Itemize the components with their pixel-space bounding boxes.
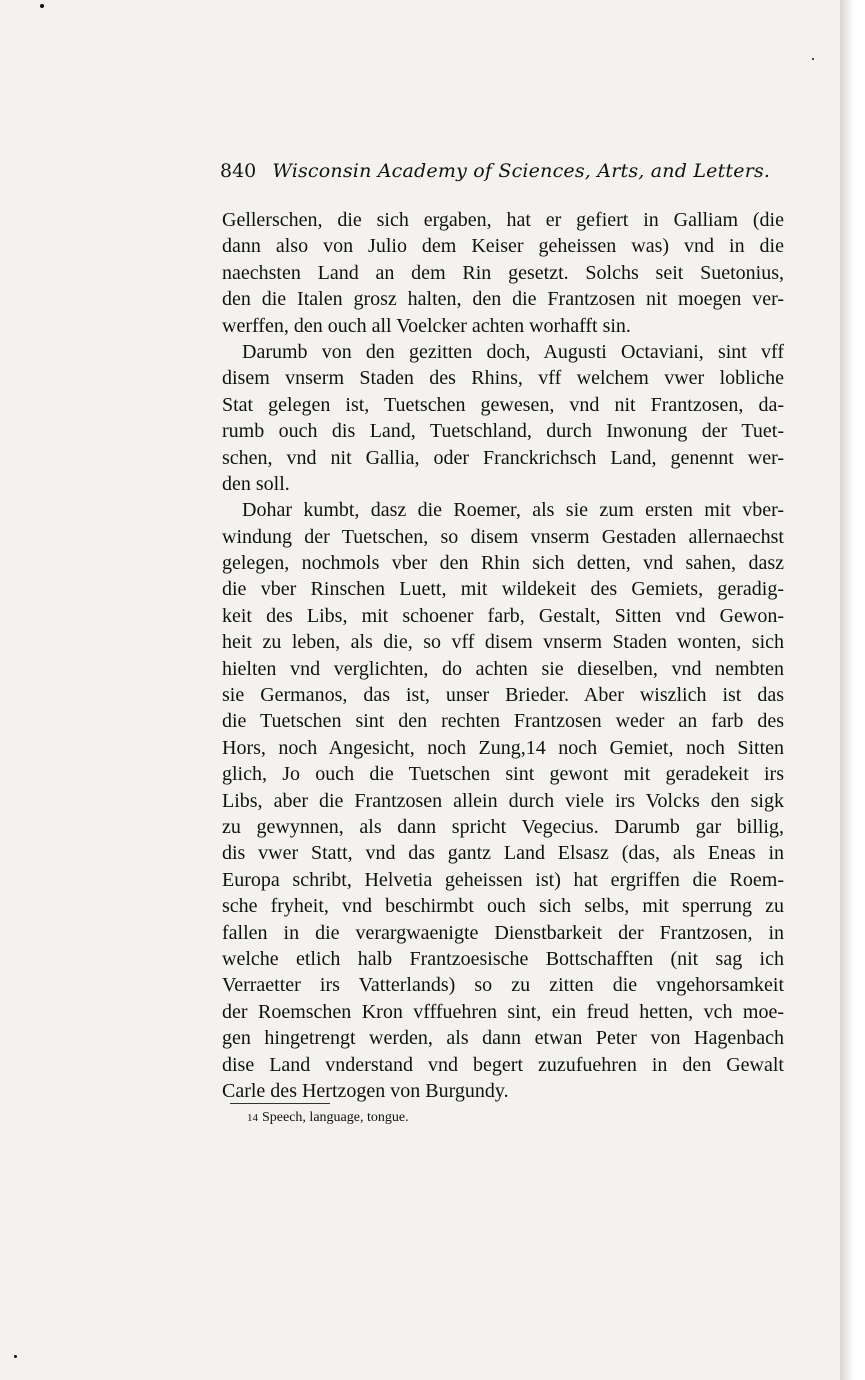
text-line: Stat gelegen ist, Tuetschen gewesen, vnd nit Frantzosen, da- [222,393,784,416]
text-line: dis vwer Statt, vnd das gantz Land Elsasz (das, als Eneas in [222,842,784,865]
text-line: fallen in die verargwaenigte Dienstbarkeit der Frantzosen, in [222,921,784,944]
text-line: naechsten Land an dem Rin gesetzt. Solchs seit Suetonius, [222,261,784,284]
text-line: schen, vnd nit Gallia, oder Franckrichsch Land, genennt wer- [222,446,784,469]
text-line: Europa schribt, Helvetia geheissen ist) hat ergriffen die Roem- [222,868,784,891]
text-line: Carle des Hertzogen von Burgundy. [222,1079,509,1102]
text-line: Gellerschen, die sich ergaben, hat er gefiert in Galliam (die [222,209,784,231]
body-text [222,207,784,1104]
text-line: zu gewynnen, als dann spricht Vegecius. Darumb gar billig, [222,815,784,838]
text-line: dann also von Julio dem Keiser geheissen was) vnd in die [222,235,784,258]
text-line: den soll. [222,472,290,495]
page-number: 840 [220,160,257,182]
text-line: gelegen, nochmols vber den Rhin sich detten, vnd sahen, dasz [222,552,784,575]
text-line: werffen, den ouch all Voelcker achten worhafft sin. [222,314,631,337]
text-line: Libs, aber die Frantzosen allein durch viele irs Volcks den sigk [222,789,784,812]
text-line: der Roemschen Kron vfffuehren sint, ein freud hetten, vch moe- [222,1000,784,1023]
scan-margin [840,0,865,1380]
text-line: disem vnserm Staden des Rhins, vff welchem vwer lobliche [222,367,784,390]
text-line: sche fryheit, vnd beschirmbt ouch sich selbs, mit sperrung zu [222,895,784,918]
footnote-text: Speech, language, tongue. [262,1110,409,1125]
footnote [247,1110,647,1126]
running-header [220,160,780,190]
text-line: heit zu leben, als die, so vff disem vnserm Staden wonten, sich [222,631,784,654]
footnote-number: 14 [247,1112,258,1124]
text-line: gen hingetrengt werden, als dann etwan Peter von Hagenbach [222,1027,784,1050]
footnote-rule [230,1103,330,1104]
text-line: die vber Rinschen Luett, mit wildekeit des Gemiets, geradig- [222,578,784,601]
text-line: windung der Tuetschen, so disem vnserm Gestaden allernaechst [222,525,784,548]
text-line: keit des Libs, mit schoener farb, Gestalt, Sitten vnd Gewon- [222,604,784,627]
text-line: Hors, noch Angesicht, noch Zung,14 noch Gemiet, noch Sitten [222,736,784,759]
text-line: sie Germanos, das ist, unser Brieder. Aber wiszlich ist das [222,684,784,707]
journal-title: Wisconsin Academy of Sciences, Arts, and Letters. [272,160,771,182]
text-line: dise Land vnderstand vnd begert zuzufuehren in den Gewalt [222,1053,784,1076]
text-line: die Tuetschen sint den rechten Frantzosen weder an farb des [222,710,784,733]
text-line: hielten vnd verglichten, do achten sie dieselben, vnd nembten [222,657,784,680]
text-line: Verraetter irs Vatterlands) so zu zitten die vngehorsamkeit [222,974,784,997]
scan-speck [812,58,814,60]
scan-speck [40,4,44,8]
scan-speck [14,1355,17,1358]
text-line: Dohar kumbt, dasz die Roemer, als sie zum ersten mit vber- [242,499,784,522]
text-line: Darumb von den gezitten doch, Augusti Octaviani, sint vff [242,340,784,363]
text-line: welche etlich halb Frantzoesische Bottschafften (nit sag ich [222,947,784,970]
text-line: rumb ouch dis Land, Tuetschland, durch Inwonung der Tuet- [222,420,784,443]
text-line: glich, Jo ouch die Tuetschen sint gewont mit geradekeit irs [222,763,784,786]
text-line: den die Italen grosz halten, den die Frantzosen nit moegen ver- [222,288,784,311]
